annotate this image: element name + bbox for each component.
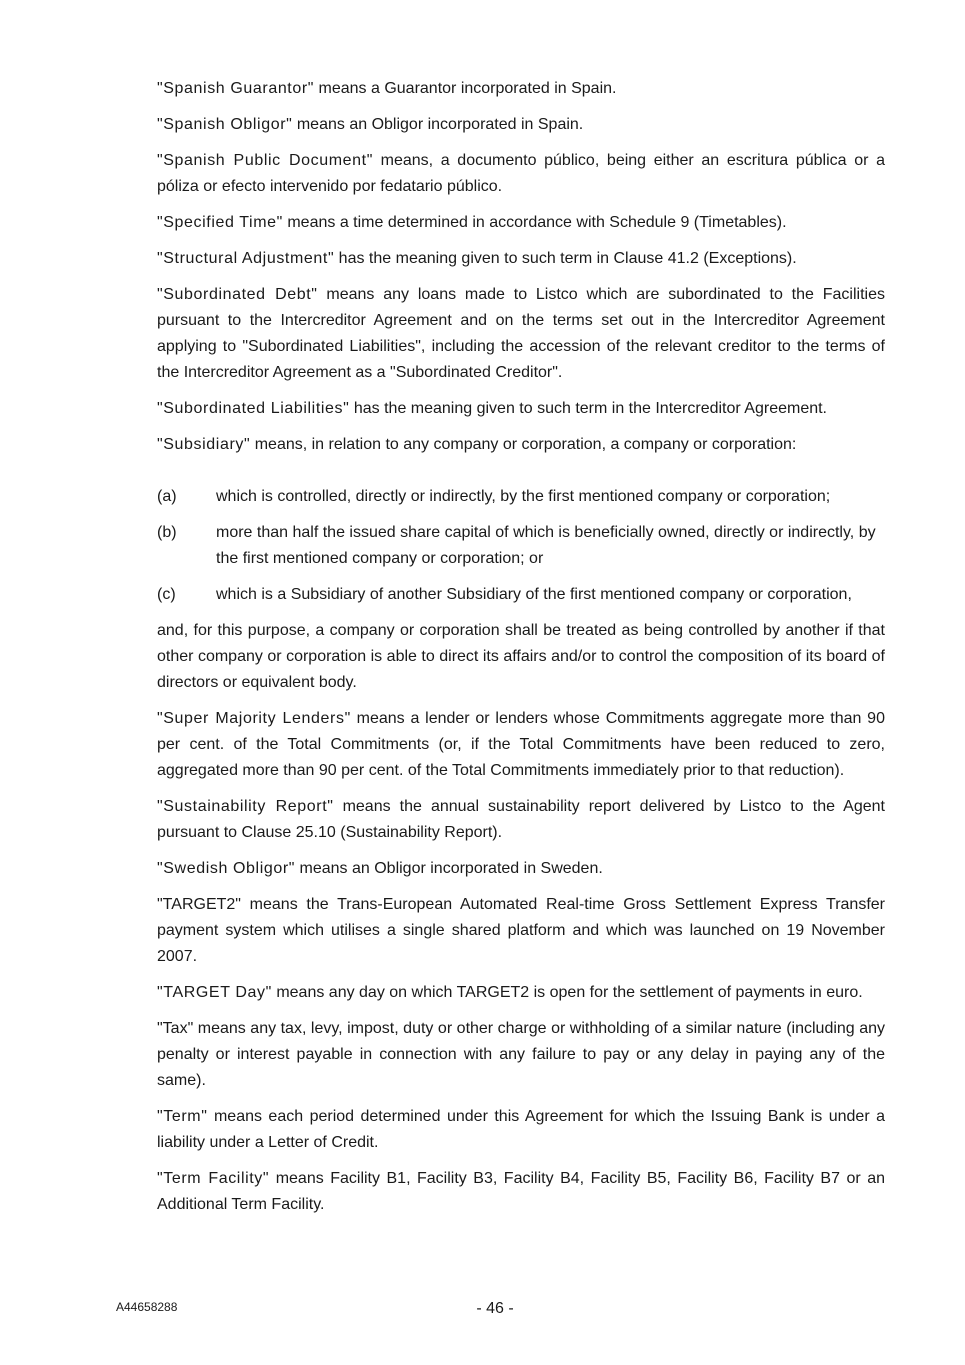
definition-term bbox=[157, 1104, 885, 1156]
definition-text: means Facility B1, Facility B3, Facility B4, Facility B5, Facility B6, Facility B7 or an Additional Term Facility. bbox=[157, 1170, 886, 1213]
defined-term: "Super Majority Lenders" bbox=[157, 710, 351, 727]
list-item bbox=[157, 484, 885, 510]
list-text: which is a Subsidiary of another Subsidiary of the first mentioned company or corporation, bbox=[216, 586, 852, 603]
defined-term: "Subordinated Debt" bbox=[157, 286, 318, 303]
definition-subsidiary bbox=[157, 432, 885, 458]
subsidiary-list bbox=[157, 484, 885, 608]
defined-term: "Subsidiary" bbox=[157, 436, 251, 453]
list-label: (a) bbox=[157, 488, 177, 505]
defined-term: "Term Facility" bbox=[157, 1170, 270, 1187]
definition-text: means any day on which TARGET2 is open for the settlement of payments in euro. bbox=[271, 984, 863, 1001]
definition-text: means, in relation to any company or corporation, a company or corporation: bbox=[250, 436, 797, 453]
list-label: (c) bbox=[157, 586, 176, 603]
list-text: more than half the issued share capital of which is beneficially owned, directly or indirectly, by the first mentioned company or corporation; or bbox=[216, 524, 876, 567]
defined-term: "Spanish Obligor" bbox=[157, 116, 293, 133]
definition-text: means a time determined in accordance with Schedule 9 (Timetables). bbox=[282, 214, 787, 231]
definition-text: has the meaning given to such term in Clause 41.2 (Exceptions). bbox=[334, 250, 797, 267]
definition-swedish-obligor bbox=[157, 856, 885, 882]
defined-term: "TARGET2" bbox=[157, 896, 241, 913]
page-number: - 46 - bbox=[476, 1300, 514, 1317]
definition-sustainability-report bbox=[157, 794, 885, 846]
definition-subordinated-debt bbox=[157, 282, 885, 386]
definition-text: means a Guarantor incorporated in Spain. bbox=[314, 80, 617, 97]
document-body bbox=[157, 76, 885, 1228]
definition-target-day bbox=[157, 980, 885, 1006]
defined-term: "Structural Adjustment" bbox=[157, 250, 335, 267]
defined-term: "Tax" bbox=[157, 1020, 194, 1037]
definition-text: means any loans made to Listco which are subordinated to the Facilities pursuant to the Intercreditor Agreement and on the terms set out in the Intercreditor Agreement applying to "Subordinated Liabilities", including the accession of the relevant creditor to the terms of the Intercreditor Agreement as a "Subordinated Creditor". bbox=[157, 286, 885, 381]
definition-text: means the annual sustainability report delivered by Listco to the Agent pursuant to Clause 25.10 (Sustainability Report). bbox=[157, 798, 885, 841]
definition-text: means each period determined under this Agreement for which the Issuing Bank is under a liability under a Letter of Credit. bbox=[157, 1108, 885, 1151]
definition-text: has the meaning given to such term in the Intercreditor Agreement. bbox=[349, 400, 827, 417]
defined-term: "Specified Time" bbox=[157, 214, 283, 231]
definition-text: means the Trans-European Automated Real-time Gross Settlement Express Transfer payment system which utilises a single shared platform and which was launched on 19 November 2007. bbox=[157, 896, 885, 965]
definition-text: means, a documento público, being either an escritura pública or a póliza or efecto intervenido por fedatario público. bbox=[157, 152, 885, 195]
defined-term: "TARGET Day" bbox=[157, 984, 272, 1001]
defined-term: "Term" bbox=[157, 1108, 208, 1125]
definition-super-majority-lenders bbox=[157, 706, 885, 784]
defined-term: "Spanish Public Document" bbox=[157, 152, 373, 169]
definition-text: means an Obligor incorporated in Spain. bbox=[292, 116, 584, 133]
list-item bbox=[157, 582, 885, 608]
list-item bbox=[157, 520, 885, 572]
document-id: A44658288 bbox=[116, 1300, 178, 1314]
definition-specified-time bbox=[157, 210, 885, 236]
defined-term: "Sustainability Report" bbox=[157, 798, 334, 815]
definition-text: means a lender or lenders whose Commitments aggregate more than 90 per cent. of the Total Commitments (or, if the Total Commitments have been reduced to zero, aggregated more than 90 per cent. of the Total Commitments immediately prior to that reduction). bbox=[157, 710, 885, 779]
definition-tax bbox=[157, 1016, 885, 1094]
definition-text: means any tax, levy, impost, duty or other charge or withholding of a similar nature (including any penalty or interest payable in connection with any failure to pay or any delay in paying any of the same). bbox=[157, 1020, 885, 1089]
definition-spanish-public-document bbox=[157, 148, 885, 200]
definition-spanish-obligor bbox=[157, 112, 885, 138]
definition-text: means an Obligor incorporated in Sweden. bbox=[295, 860, 603, 877]
defined-term: "Spanish Guarantor" bbox=[157, 80, 315, 97]
defined-term: "Swedish Obligor" bbox=[157, 860, 296, 877]
definition-spanish-guarantor bbox=[157, 76, 885, 102]
list-label: (b) bbox=[157, 524, 177, 541]
list-text: which is controlled, directly or indirectly, by the first mentioned company or corporation; bbox=[216, 488, 831, 505]
definition-subordinated-liabilities bbox=[157, 396, 885, 422]
definition-term-facility bbox=[157, 1166, 885, 1218]
definition-structural-adjustment bbox=[157, 246, 885, 272]
definition-target2 bbox=[157, 892, 885, 970]
defined-term: "Subordinated Liabilities" bbox=[157, 400, 350, 417]
subsidiary-tail: and, for this purpose, a company or corporation shall be treated as being controlled by another if that other company or corporation is able to direct its affairs and/or to control the composition of its board of directors or equivalent body. bbox=[157, 622, 885, 691]
